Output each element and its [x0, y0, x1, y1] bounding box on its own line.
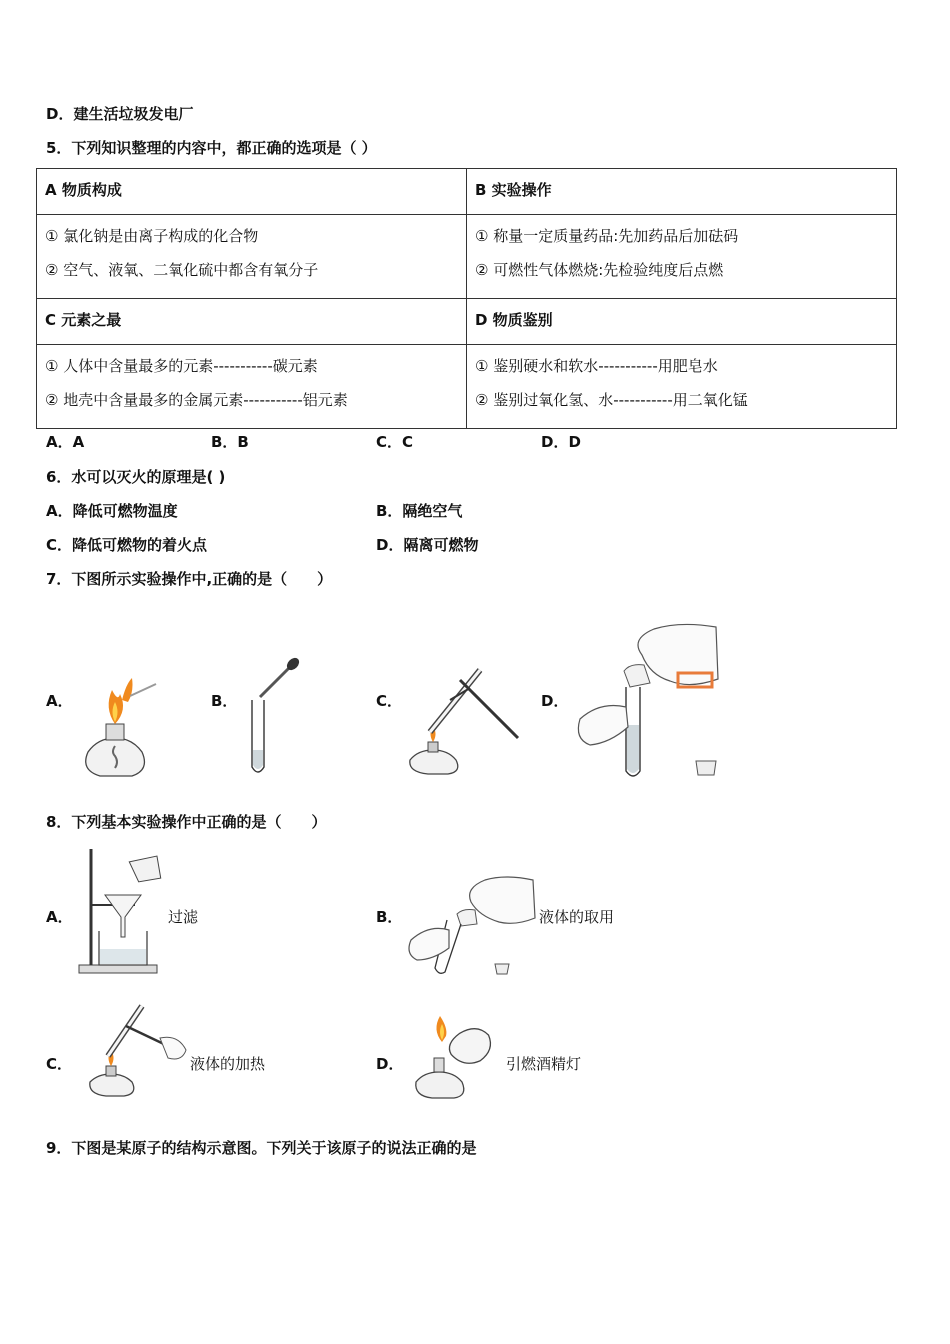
table-text: ② 空气、液氧、二氧化硫中都含有氧分子 — [45, 261, 319, 279]
q8-label-d[interactable]: D． — [376, 1055, 404, 1073]
q6-option-a[interactable]: A．降低可燃物温度 — [46, 502, 178, 520]
alcohol-lamp-lighting-figure — [70, 672, 160, 782]
table-text: ① 鉴别硬水和软水-----------用肥皂水 — [475, 357, 718, 375]
q6-option-c[interactable]: C．降低可燃物的着火点 — [46, 536, 208, 554]
heating-tube-figure — [400, 660, 525, 780]
table-text: ① 氯化钠是由离子构成的化合物 — [45, 227, 259, 245]
table-text: ① 称量一定质量药品:先加药品后加砝码 — [475, 227, 739, 245]
q5-stem: 5．下列知识整理的内容中，都正确的选项是（ ） — [46, 139, 377, 157]
table-text: ② 可燃性气体燃烧:先检验纯度后点燃 — [475, 261, 724, 279]
q5-option-b[interactable]: B．B — [211, 433, 249, 451]
q8-caption-b: 液体的取用 — [539, 908, 615, 926]
q4-option-d: D．建生活垃圾发电厂 — [46, 105, 194, 123]
q8-label-c[interactable]: C． — [46, 1055, 73, 1073]
q8-stem: 8．下列基本实验操作中正确的是（ ） — [46, 813, 327, 831]
liquid-heating-figure — [82, 998, 192, 1100]
q8-caption-d: 引燃酒精灯 — [506, 1055, 582, 1073]
dropper-test-tube-figure — [240, 655, 310, 780]
q5-option-d[interactable]: D．D — [541, 433, 581, 451]
q5-option-c[interactable]: C．C — [376, 433, 414, 451]
table-head-d: D 物质鉴别 — [467, 299, 897, 345]
q7-label-c[interactable]: C． — [376, 692, 403, 710]
lamp-to-lamp-ignition-figure — [410, 1012, 505, 1102]
q8-caption-a: 过滤 — [168, 908, 199, 926]
q7-label-d[interactable]: D． — [541, 692, 569, 710]
table-head-c: C 元素之最 — [37, 299, 467, 345]
table-cell-b — [467, 215, 897, 299]
q6-option-b[interactable]: B．隔绝空气 — [376, 502, 463, 520]
q7-label-a[interactable]: A． — [46, 692, 73, 710]
table-cell-a — [37, 215, 467, 299]
q6-option-d[interactable]: D．隔离可燃物 — [376, 536, 479, 554]
table-text: ① 人体中含量最多的元素-----------碳元素 — [45, 357, 318, 375]
pouring-liquid-figure — [570, 615, 725, 785]
knowledge-table — [36, 168, 897, 429]
table-cell-d — [467, 345, 897, 429]
table-text: ② 鉴别过氧化氢、水-----------用二氧化锰 — [475, 391, 748, 409]
q8-label-b[interactable]: B． — [376, 908, 403, 926]
table-head-b: B 实验操作 — [467, 169, 897, 215]
table-text: ② 地壳中含量最多的金属元素-----------铝元素 — [45, 391, 348, 409]
q5-option-a[interactable]: A．A — [46, 433, 85, 451]
q9-stem: 9．下图是某原子的结构示意图。下列关于该原子的说法正确的是 — [46, 1139, 477, 1157]
table-head-a: A 物质构成 — [37, 169, 467, 215]
q7-label-b[interactable]: B． — [211, 692, 238, 710]
q8-caption-c: 液体的加热 — [190, 1055, 266, 1073]
q6-stem: 6．水可以灭火的原理是( ) — [46, 468, 226, 486]
liquid-taking-figure — [405, 868, 545, 980]
q7-stem: 7．下图所示实验操作中,正确的是（ ） — [46, 570, 333, 588]
q8-label-a[interactable]: A． — [46, 908, 73, 926]
table-cell-c — [37, 345, 467, 429]
filtration-figure — [75, 845, 170, 977]
